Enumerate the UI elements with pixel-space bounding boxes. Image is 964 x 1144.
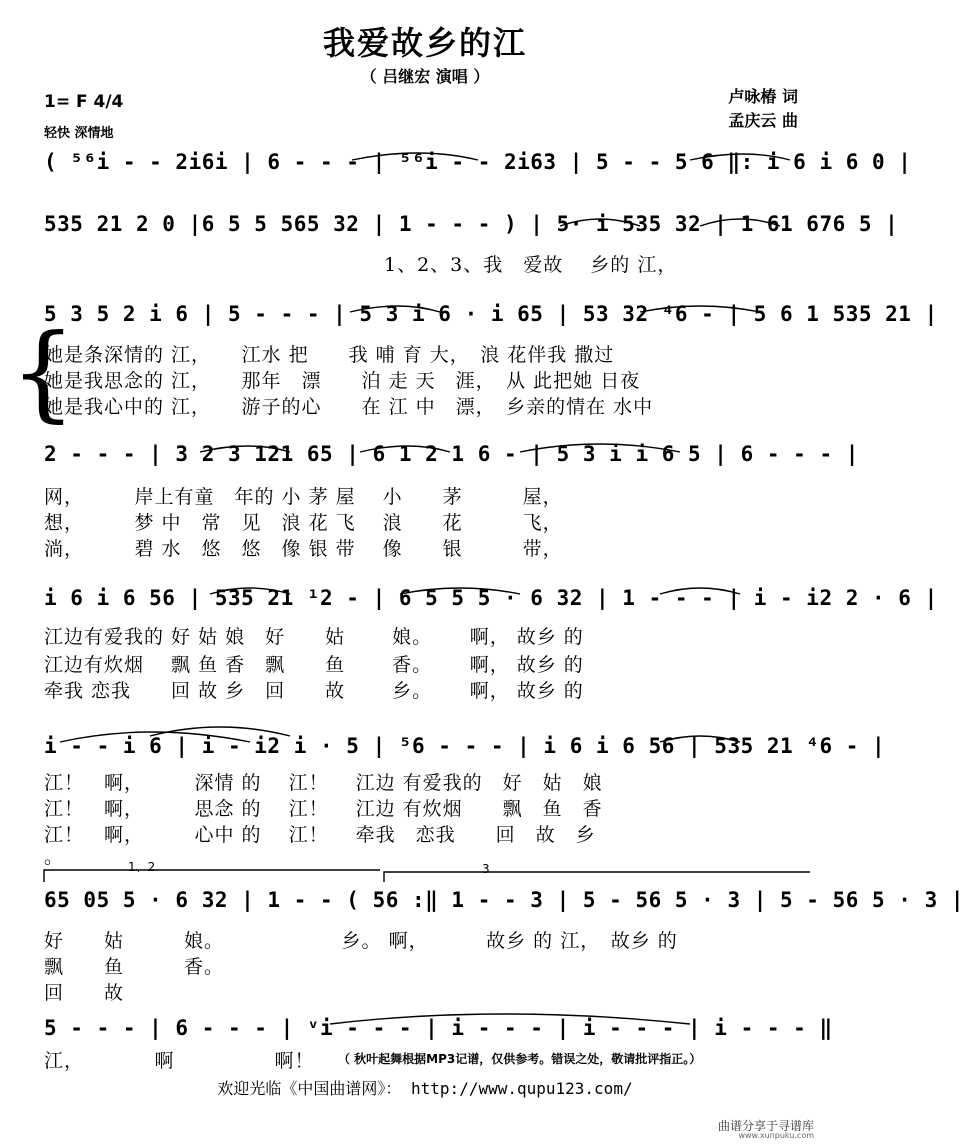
slur	[660, 588, 740, 594]
verse-brace: {	[10, 311, 77, 433]
lyric-line: 网， 岸上有童 年的 小 茅 屋 小 茅 屋，	[44, 486, 563, 508]
lyric-line: 好 姑 娘。 乡。 啊， 故乡 的 江， 故乡 的	[44, 930, 678, 952]
volta-1-label: 1、2	[128, 860, 156, 874]
key-signature: 1= F 4/4	[44, 92, 124, 112]
slur	[210, 588, 290, 594]
lyric-line: 飘 鱼 香。	[44, 956, 225, 978]
slur	[330, 1014, 690, 1024]
song-title: 我爱故乡的江	[322, 24, 527, 62]
slur	[350, 306, 440, 312]
score-row-notes: ( ⁵⁶i - - 2i6i | 6 - - - | ⁵⁶i - - 2i63 | 5 - - 5 6 ‖: i 6 i 6 0 |	[44, 150, 912, 174]
lyric-line: 回 故	[44, 982, 125, 1004]
lyric-line: 江！ 啊， 深情 的 江！ 江边 有爱我的 好 姑 娘	[44, 772, 603, 794]
slur	[352, 153, 478, 160]
slur	[150, 727, 290, 736]
lyric-line: 淌， 碧 水 悠 悠 像 银 带 像 银 带，	[44, 538, 563, 560]
slur	[700, 219, 780, 226]
slur	[520, 444, 680, 452]
score-row-notes: i 6 i 6 56 | 535 21 ¹2 - | 6 5 5 5 · 6 32 | 1 - - - | i - i2 2 · 6 |	[44, 586, 938, 610]
slur	[400, 588, 520, 594]
lyric-line: 她是我心中的 江， 游子的心 在 江 中 漂， 乡亲的情在 水中	[44, 396, 654, 418]
lyric-line: 江！ 啊， 心中 的 江！ 牵我 恋我 回 故 乡	[44, 824, 596, 846]
score-row-notes: i - - i 6 | i - i2 i · 5 | ⁵6 - - - | i 6 i 6 56 | 535 21 ⁴6 - |	[44, 734, 886, 758]
lyric-line: 想， 梦 中 常 见 浪 花 飞 浪 花 飞，	[44, 512, 563, 534]
tempo-marking: 轻快 深情地	[44, 126, 114, 141]
volta-bracket	[384, 872, 810, 882]
lyric-line: 她是我思念的 江， 那年 漂 泊 走 天 涯， 从 此把她 日夜	[44, 370, 641, 392]
score-row-notes: 65 05 5 · 6 32 | 1 - - ( 56 :‖ 1 - - 3 | 5 - 56 5 · 3 | 5 - 56 5 · 3 |	[44, 888, 964, 912]
volta-2-label: 3	[482, 862, 490, 876]
score-row-notes: 2 - - - | 3 2 3 121 65 | 6 1 2 1 6 - | 5 3 i i 6 5 | 6 - - - |	[44, 442, 859, 466]
lyric-line: 她是条深情的 江， 江水 把 我 哺 育 大， 浪 花伴我 撒过	[44, 344, 615, 366]
slur	[560, 219, 640, 226]
slur	[690, 154, 790, 160]
score-row-notes: 535 21 2 0 |6 5 5 565 32 | 1 - - - ) | 5· i 535 32 | 1 61 676 5 |	[44, 212, 899, 236]
slur	[360, 446, 450, 452]
performer: （ 吕继宏 演唱 ）	[360, 67, 490, 86]
lyric-extra: 。	[44, 846, 65, 868]
slur	[660, 736, 740, 742]
lyric-line: 江边有炊烟 飘 鱼 香 飘 鱼 香。 啊， 故乡 的	[44, 654, 584, 676]
score-row-notes: 5 - - - | 6 - - - | ᵛi - - - | i - - - | i - - - | i - - - ‖	[44, 1016, 833, 1040]
site-footer: 欢迎光临《中国曲谱网》： http://www.qupu123.com/	[217, 1079, 633, 1098]
lyric-line: 江！ 啊， 思念 的 江！ 江边 有炊烟 飘 鱼 香	[44, 798, 603, 820]
score-row-notes: 5 3 5 2 i 6 | 5 - - - | 5 3 i 6 · i 65 | 53 32 ⁴6 - | 5 6 1 535 21 |	[44, 302, 938, 326]
lyricist-credit: 卢咏椿 词	[728, 87, 798, 106]
watermark-url: www.xunpuku.com	[738, 1131, 814, 1140]
lyric-line: 江边有爱我的 好 姑 娘 好 姑 娘。 啊， 故乡 的	[44, 626, 584, 648]
slur	[200, 446, 290, 452]
transcriber-note: （ 秋叶起舞根据MP3记谱，仅供参考。错误之处，敬请批评指正。）	[338, 1052, 702, 1066]
lyric-line: 1、2、3、我 爱故 乡的 江，	[384, 254, 678, 276]
lyric-line: 江， 啊 啊！	[44, 1050, 315, 1072]
watermark: 曲谱分享于寻谱库	[717, 1119, 814, 1133]
slur	[640, 306, 760, 312]
volta-bracket	[44, 870, 380, 882]
composer-credit: 孟庆云 曲	[728, 111, 798, 130]
lyric-line: 牵我 恋我 回 故 乡 回 故 乡。 啊， 故乡 的	[44, 680, 584, 702]
slur	[60, 732, 250, 742]
